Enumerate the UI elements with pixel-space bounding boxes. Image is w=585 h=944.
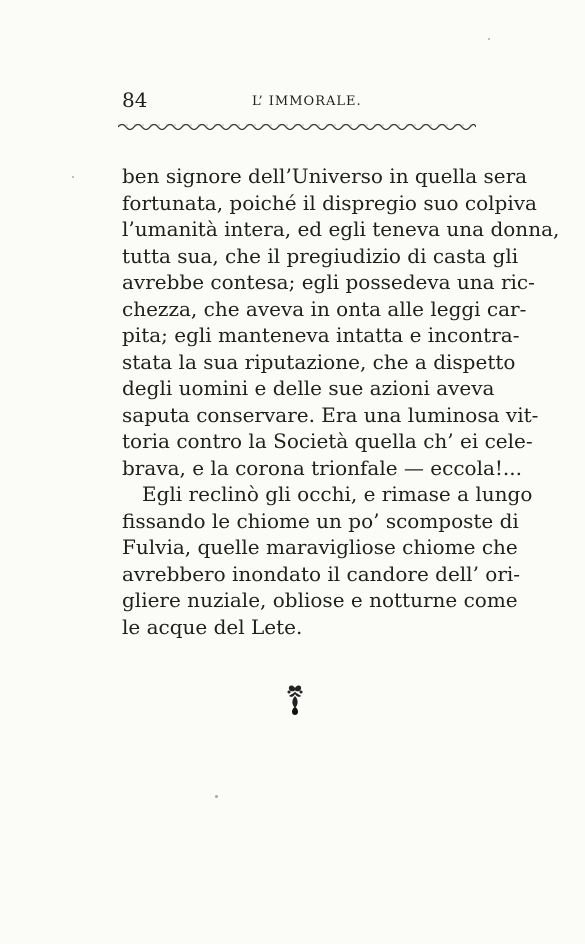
text-line: fortunata, poiché il dispregio suo colpiva xyxy=(122,190,537,215)
text-line: gliere nuziale, obliose e notturne come xyxy=(122,588,518,612)
text-line: toria contro la Società quella ch’ ei cele- xyxy=(122,429,533,453)
text-line: Fulvia, quelle maravigliose chiome che xyxy=(122,535,518,559)
fleuron-ornament-icon xyxy=(283,684,307,718)
decorative-rule-icon xyxy=(118,122,476,130)
paper-speck xyxy=(488,38,490,40)
paper-speck xyxy=(215,795,218,798)
text-line: avrebbe contesa; egli possedeva una ric- xyxy=(122,270,535,294)
text-line: pita; egli manteneva intatta e incontra- xyxy=(122,323,520,347)
text-line: avrebbero inondato il candore dell’ ori- xyxy=(122,561,521,586)
text-line: l’umanità intera, ed egli teneva una donna, xyxy=(122,217,560,241)
text-line: fissando le chiome un po’ scomposte di xyxy=(122,508,519,533)
text-line: saputa conservare. Era una luminosa vit- xyxy=(122,402,539,427)
paper-speck xyxy=(72,176,74,178)
body-text xyxy=(122,163,560,640)
text-line: chezza, che aveva in onta alle leggi car- xyxy=(122,296,527,321)
text-line: ben signore dell’Universo in quella sera xyxy=(122,164,528,188)
text-line: brava, e la corona trionfale — eccola!... xyxy=(122,455,522,480)
page-header xyxy=(122,88,472,118)
text-line: Egli reclinò gli occhi, e rimase a lungo xyxy=(142,482,533,506)
text-line: degli uomini e delle sue azioni aveva xyxy=(122,376,495,400)
page-number: 84 xyxy=(122,88,148,112)
text-line: stata la sua riputazione, che a dispetto xyxy=(122,349,516,374)
text-line: tutta sua, che il pregiudizio di casta gli xyxy=(122,243,519,268)
running-title: L’ IMMORALE. xyxy=(252,94,362,109)
text-line: le acque del Lete. xyxy=(122,614,303,639)
